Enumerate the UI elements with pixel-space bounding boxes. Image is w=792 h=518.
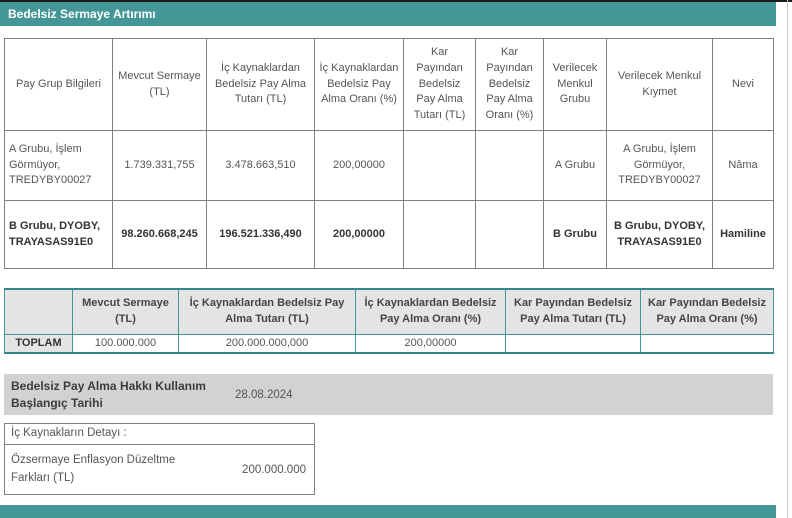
col-header-nevi: Nevi: [713, 39, 774, 131]
table-row-b-grubu: [5, 201, 774, 269]
col-header-menkul-kiymet: Verilecek Menkul Kıymet: [607, 39, 713, 131]
cell-kar-payi-oran: [476, 201, 544, 269]
internal-sources-detail-box: [4, 423, 315, 495]
detail-item-row: [5, 445, 314, 494]
total-ic-kaynak-tutar: 200.000.000,000: [179, 334, 356, 353]
start-date-value: 28.08.2024: [235, 388, 293, 401]
total-ic-kaynak-oran: 200,00000: [356, 334, 506, 353]
capital-increase-table: [4, 38, 774, 269]
total-kar-payi-tutar: [506, 334, 641, 353]
bottom-teal-bar: [0, 505, 776, 518]
detail-box-title: İç Kaynakların Detayı :: [5, 424, 314, 445]
cell-pay-grup: B Grubu, DYOBY, TRAYASAS91E0: [5, 201, 113, 269]
total-col-header-ic-kaynak-oran: İç Kaynaklardan Bedelsiz Pay Alma Oranı (%): [356, 289, 506, 334]
cell-menkul-grubu: B Grubu: [544, 201, 607, 269]
total-row-label: TOPLAM: [5, 334, 73, 353]
total-col-header-mevcut-sermaye: Mevcut Sermaye (TL): [73, 289, 179, 334]
total-kar-payi-oran: [641, 334, 774, 353]
col-header-ic-kaynak-tutar: İç Kaynaklardan Bedelsiz Pay Alma Tutarı (TL): [207, 39, 315, 131]
col-header-mevcut-sermaye: Mevcut Sermaye (TL): [113, 39, 207, 131]
total-data-row: [5, 334, 774, 353]
cell-ic-kaynak-tutar: 196.521.336,490: [207, 201, 315, 269]
total-summary-table: [4, 288, 774, 354]
cell-kar-payi-tutar: [404, 201, 476, 269]
detail-item-value: 200.000.000: [242, 463, 306, 476]
cell-mevcut-sermaye: 1.739.331,755: [113, 131, 207, 201]
section-title-bar: [0, 2, 776, 26]
total-col-header-kar-payi-oran: Kar Payından Bedelsiz Pay Alma Oranı (%): [641, 289, 774, 334]
total-header-row: [5, 289, 774, 334]
detail-item-label: Özsermaye Enflasyon Düzeltme Farkları (TL): [11, 454, 176, 484]
start-date-row: [4, 374, 773, 415]
cell-nevi: Hamiline: [713, 201, 774, 269]
cell-nevi: Nâma: [713, 131, 774, 201]
cell-pay-grup: A Grubu, İşlem Görmüyor, TREDYBY00027: [5, 131, 113, 201]
col-header-kar-payi-oran: Kar Payından Bedelsiz Pay Alma Oranı (%): [476, 39, 544, 131]
cell-menkul-kiymet: B Grubu, DYOBY, TRAYASAS91E0: [607, 201, 713, 269]
table-row-a-grubu: [5, 131, 774, 201]
table-header-row: [5, 39, 774, 131]
cell-menkul-grubu: A Grubu: [544, 131, 607, 201]
page-right-border: [787, 0, 788, 518]
cell-kar-payi-tutar: [404, 131, 476, 201]
page-title: Bedelsiz Sermaye Artırımı: [8, 7, 156, 21]
total-col-header-kar-payi-tutar: Kar Payından Bedelsiz Pay Alma Tutarı (TL): [506, 289, 641, 334]
col-header-kar-payi-tutar: Kar Payından Bedelsiz Pay Alma Tutarı (TL): [404, 39, 476, 131]
cell-menkul-kiymet: A Grubu, İşlem Görmüyor, TREDYBY00027: [607, 131, 713, 201]
cell-ic-kaynak-oran: 200,00000: [315, 131, 404, 201]
col-header-menkul-grubu: Verilecek Menkul Grubu: [544, 39, 607, 131]
cell-ic-kaynak-oran: 200,00000: [315, 201, 404, 269]
col-header-pay-grup: Pay Grup Bilgileri: [5, 39, 113, 131]
total-mevcut-sermaye: 100.000.000: [73, 334, 179, 353]
col-header-ic-kaynak-oran: İç Kaynaklardan Bedelsiz Pay Alma Oranı (%): [315, 39, 404, 131]
total-col-header-ic-kaynak-tutar: İç Kaynaklardan Bedelsiz Pay Alma Tutarı (TL): [179, 289, 356, 334]
cell-kar-payi-oran: [476, 131, 544, 201]
total-col-header-empty: [5, 289, 73, 334]
cell-ic-kaynak-tutar: 3.478.663,510: [207, 131, 315, 201]
start-date-label: Bedelsiz Pay Alma Hakkı Kullanım Başlangıç Tarihi: [11, 379, 206, 410]
cell-mevcut-sermaye: 98.260.668,245: [113, 201, 207, 269]
